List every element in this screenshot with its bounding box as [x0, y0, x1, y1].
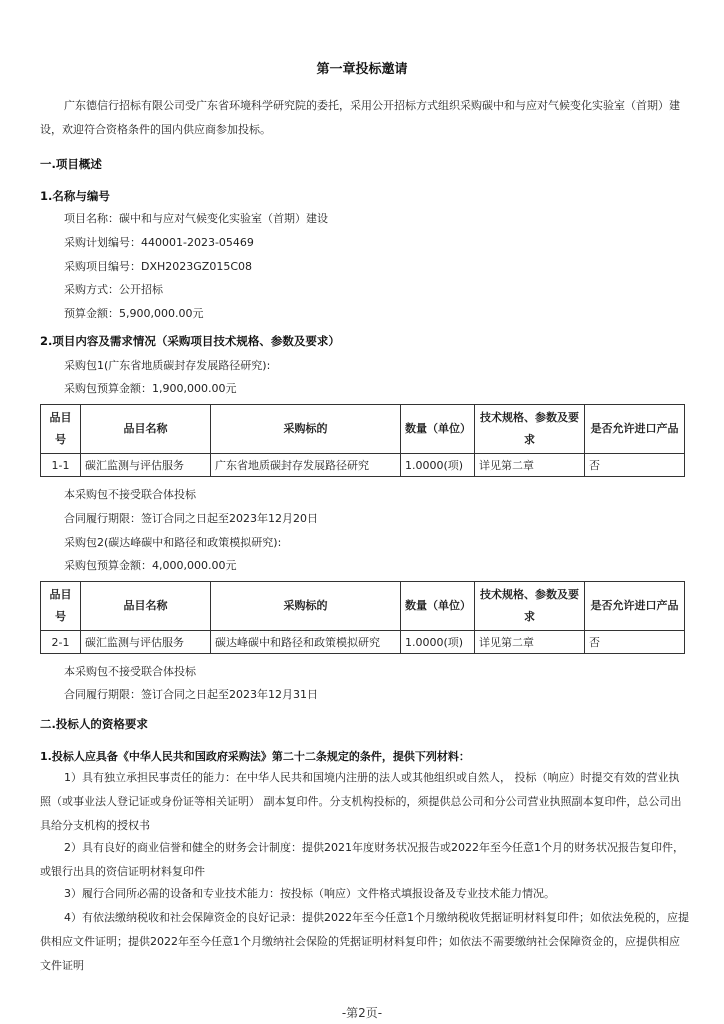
budget-amount: 预算金额：5,900,000.00元: [64, 307, 204, 320]
project-number: 采购项目编号：DXH2023GZ015C08: [64, 260, 253, 273]
table-row: [41, 631, 685, 654]
col-header: 品目名称: [81, 405, 211, 454]
plan-number: 采购计划编号：440001-2023-05469: [64, 236, 254, 249]
col-header: 是否允许进口产品: [585, 582, 685, 631]
col-header: 技术规格、参数及要求: [475, 405, 585, 454]
section2-sub1-heading: 1.投标人应具备《中华人民共和国政府采购法》第二十二条规定的条件，提供下列材料：: [40, 750, 470, 763]
sub2-heading: 2.项目内容及需求情况（采购项目技术规格、参数及要求）: [40, 334, 340, 348]
col-header: 品目号: [41, 582, 81, 631]
package1-name: 采购包1(广东省地质碳封存发展路径研究):: [64, 359, 271, 372]
col-header: 是否允许进口产品: [585, 405, 685, 454]
package1-budget: 采购包预算金额：1,900,000.00元: [64, 382, 237, 395]
cell: 1.0000(项): [401, 631, 475, 654]
cell: 2-1: [41, 631, 81, 654]
page-number: -第2页-: [341, 1006, 383, 1020]
section2-heading: 二.投标人的资格要求: [40, 717, 148, 731]
table-header-row: [41, 582, 685, 631]
cell: 碳达峰碳中和路径和政策模拟研究: [211, 631, 401, 654]
package2-note-term: 合同履行期限：签订合同之日起至2023年12月31日: [64, 688, 318, 701]
cell: 否: [585, 454, 685, 477]
package1-table: [40, 404, 685, 477]
purchase-method: 采购方式：公开招标: [64, 283, 163, 296]
col-header: 品目号: [41, 405, 81, 454]
project-name: 项目名称：碳中和与应对气候变化实验室（首期）建设: [64, 212, 328, 225]
cell: 否: [585, 631, 685, 654]
table-header-row: [41, 405, 685, 454]
cell: 广东省地质碳封存发展路径研究: [211, 454, 401, 477]
cell: 详见第二章: [475, 454, 585, 477]
package2-name: 采购包2(碳达峰碳中和路径和政策模拟研究):: [64, 536, 282, 549]
package2-budget: 采购包预算金额：4,000,000.00元: [64, 559, 237, 572]
table-row: [41, 454, 685, 477]
cell: 1.0000(项): [401, 454, 475, 477]
qualification-item-2: 2）具有良好的商业信誉和健全的财务会计制度：提供2021年度财务状况报告或2022年至今任意1个月的财务状况报告复印件，或银行出具的资信证明材料复印件: [40, 841, 684, 878]
page-title: 第一章投标邀请: [316, 62, 408, 77]
col-header: 品目名称: [81, 582, 211, 631]
cell: 详见第二章: [475, 631, 585, 654]
qualification-item-3: 3）履行合同所必需的设备和专业技术能力：按投标（响应）文件格式填报设备及专业技术能力情况。: [64, 887, 555, 900]
col-header: 采购标的: [211, 405, 401, 454]
col-header: 数量（单位）: [401, 582, 475, 631]
qualification-item-4: 4）有依法缴纳税收和社会保障资金的良好记录：提供2022年至今任意1个月缴纳税收凭据证明材料复印件；如依法免税的，应提供相应文件证明；提供2022年至今任意1个月缴纳社会保险的凭据证明材料复印件；如依法不需要缴纳社会保障资金的，应提供相应文件证明: [40, 911, 689, 972]
intro-paragraph: 广东德信行招标有限公司受广东省环境科学研究院的委托，采用公开招标方式组织采购碳中和与应对气候变化实验室（首期）建设，欢迎符合资格条件的国内供应商参加投标。: [40, 99, 680, 136]
cell: 碳汇监测与评估服务: [81, 454, 211, 477]
col-header: 技术规格、参数及要求: [475, 582, 585, 631]
sub1-heading: 1.名称与编号: [40, 189, 110, 203]
package2-table: [40, 581, 685, 654]
cell: 1-1: [41, 454, 81, 477]
package1-note-consortium: 本采购包不接受联合体投标: [64, 488, 196, 501]
package1-note-term: 合同履行期限：签订合同之日起至2023年12月20日: [64, 512, 318, 525]
section1-heading: 一.项目概述: [40, 157, 102, 171]
package2-note-consortium: 本采购包不接受联合体投标: [64, 665, 196, 678]
col-header: 采购标的: [211, 582, 401, 631]
col-header: 数量（单位）: [401, 405, 475, 454]
cell: 碳汇监测与评估服务: [81, 631, 211, 654]
qualification-item-1: 1）具有独立承担民事责任的能力：在中华人民共和国境内注册的法人或其他组织或自然人， 投标（响应）时提交有效的营业执照（或事业法人登记证或身份证等相关证明） 副本复印件。分支机构投标的，须提供总公司和分公司营业执照副本复印件，总公司出具给分支机构的授权书: [40, 771, 682, 832]
